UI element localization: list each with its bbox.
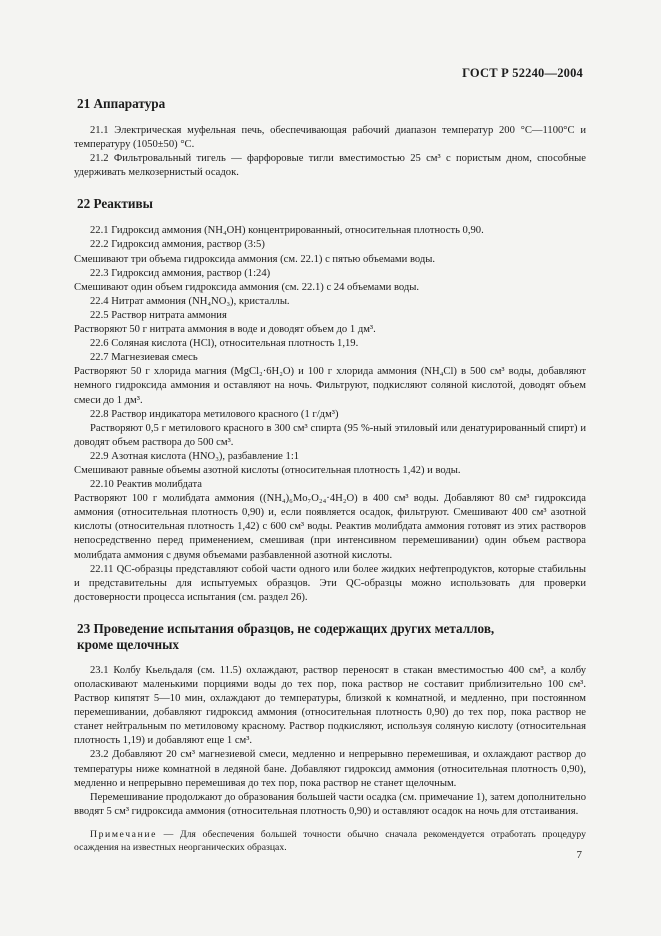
item-22-5-text: Растворяют 50 г нитрата аммония в воде и доводят объем до 1 дм³. [74, 324, 376, 336]
section-21-title: 21 Аппаратура [77, 96, 166, 111]
item-22-8: 22.8 Раствор индикатора метилового красного (1 г/дм³) [90, 408, 339, 420]
paragraph-21-2: 21.2 Фильтровальный тигель — фарфоровые тигли вместимостью 25 см³ с пористым дном, способные удерживать мелкозернистый осадок. [74, 153, 586, 179]
item-22-9-text: Смешивают равные объемы азотной кислоты (относительная плотность 1,42) и воды. [74, 464, 461, 476]
item-22-8-text: Растворяют 0,5 г метилового красного в 300 см³ спирта (95 %-ный этиловый или денатурированный спирт) и доводят объем раствора до 500 см³. [74, 422, 586, 448]
item-22-7-text: Растворяют 50 г хлорида магния (MgCl₂·6H₂O) и 100 г хлорида аммония (NH₄Cl) в 500 см³ воды, добавляют немного гидроксида аммония и оставляют на ночь. Фильтруют, подкисляют соляной кислотой, доводят объем смеси до 1 дм³. [74, 366, 586, 406]
section-22-title: 22 Реактивы [77, 196, 153, 212]
page-content [74, 96, 586, 854]
item-22-11: 22.11 QC-образцы представляют собой части одного или более жидких нефтепродуктов, которые стабильны и представительны для испытуемых образцов. Эти QC-образцы можно использовать для проверки достоверности процесса испытания (см. раздел 26). [74, 563, 586, 603]
paragraph-21-1: 21.1 Электрическая муфельная печь, обеспечивающая рабочий диапазон температур 200 °С—1100°С и температуру (1050±50) °С. [74, 125, 586, 151]
item-22-3: 22.3 Гидроксид аммония, раствор (1:24) [90, 267, 271, 279]
item-22-2: 22.2 Гидроксид аммония, раствор (3:5) [90, 239, 265, 251]
paragraph-23-1: 23.1 Колбу Кьельдаля (см. 11.5) охлаждают, раствор переносят в стакан вместимостью 400 см³, а колбу ополаскивают маленькими порциями воды до тех пор, пока раствор не составит приблизительно 100 см³. Раствор кипятят 5—10 мин, охлаждают до температуры, близкой к комнатной, и медленно, при постоянном перемешивании, добавляют гидроксид аммония (относительная плотность 0,90) до тех пор, пока раствор не станет нейтральным по метиловому красному. Раствор подкисляют, используя соляную кислоту (относительная плотность 1,19) и добавляют еще 1 см³. [74, 664, 586, 747]
item-22-4: 22.4 Нитрат аммония (NH₄NO₃), кристаллы. [90, 295, 290, 307]
item-22-7: 22.7 Магнезиевая смесь [90, 352, 198, 364]
document-code: ГОСТ Р 52240—2004 [462, 66, 583, 80]
paragraph-23-2: 23.2 Добавляют 20 см³ магнезиевой смеси, медленно и непрерывно перемешивая, и охлаждают раствор до температуры ниже комнатной в ледяной бане. Добавляют гидроксид аммония (относительная плотность 0,90), медленно и непрерывно перемешивая до тех пор, пока раствор не станет щелочным. [74, 749, 586, 789]
item-22-10-text: Растворяют 100 г молибдата аммония ((NH₄)₆Mo₇O₂₄·4H₂O) в 400 см³ воды. Добавляют 80 см³ гидроксида аммония (относительная плотность 0,90) и, если появляется осадок, фильтруют. Смешивают 400 см³ азотной кислоты (относительная плотность 1,42) с 600 см³ воды. Реактив молибдата аммония готовят из этих растворов непосредственно перед применением, смешивая (при интенсивном перемешивании) один объем раствора молибдата аммония с двумя объемами разбавленной азотной кислоты. [74, 493, 586, 561]
section-23-title-line2: кроме щелочных [77, 636, 179, 652]
item-22-3-text: Смешивают один объем гидроксида аммония (см. 22.1) с 24 объемами воды. [74, 281, 420, 293]
section-23-title [77, 621, 586, 653]
item-22-2-text: Смешивают три объема гидроксида аммония (см. 22.1) с пятью объемами воды. [74, 253, 436, 265]
item-22-5: 22.5 Раствор нитрата аммония [90, 309, 227, 321]
item-22-6: 22.6 Соляная кислота (HCl), относительная плотность 1,19. [90, 338, 359, 350]
section-23-title-line1: 23 Проведение испытания образцов, не содержащих других металлов, [77, 620, 495, 636]
item-22-1: 22.1 Гидроксид аммония (NH₄OH) концентрированный, относительная плотность 0,90. [90, 225, 484, 237]
note-label: Примечание [90, 828, 158, 840]
page-number: 7 [576, 849, 582, 861]
note-text: — Для обеспечения большей точности обычно сначала рекомендуется отработать процедуру осаждения на известных неорганических образцах. [74, 828, 586, 853]
item-22-10: 22.10 Реактив молибдата [90, 479, 202, 491]
item-22-9: 22.9 Азотная кислота (HNO₃), разбавление 1:1 [90, 450, 300, 462]
paragraph-23-2-cont: Перемешивание продолжают до образования большей части осадка (см. примечание 1), затем дополнительно вводят 5 см³ гидроксида аммония (относительная плотность 0,90) и оставляют осадок на ночь для отстаивания. [74, 791, 586, 817]
note [74, 828, 586, 854]
